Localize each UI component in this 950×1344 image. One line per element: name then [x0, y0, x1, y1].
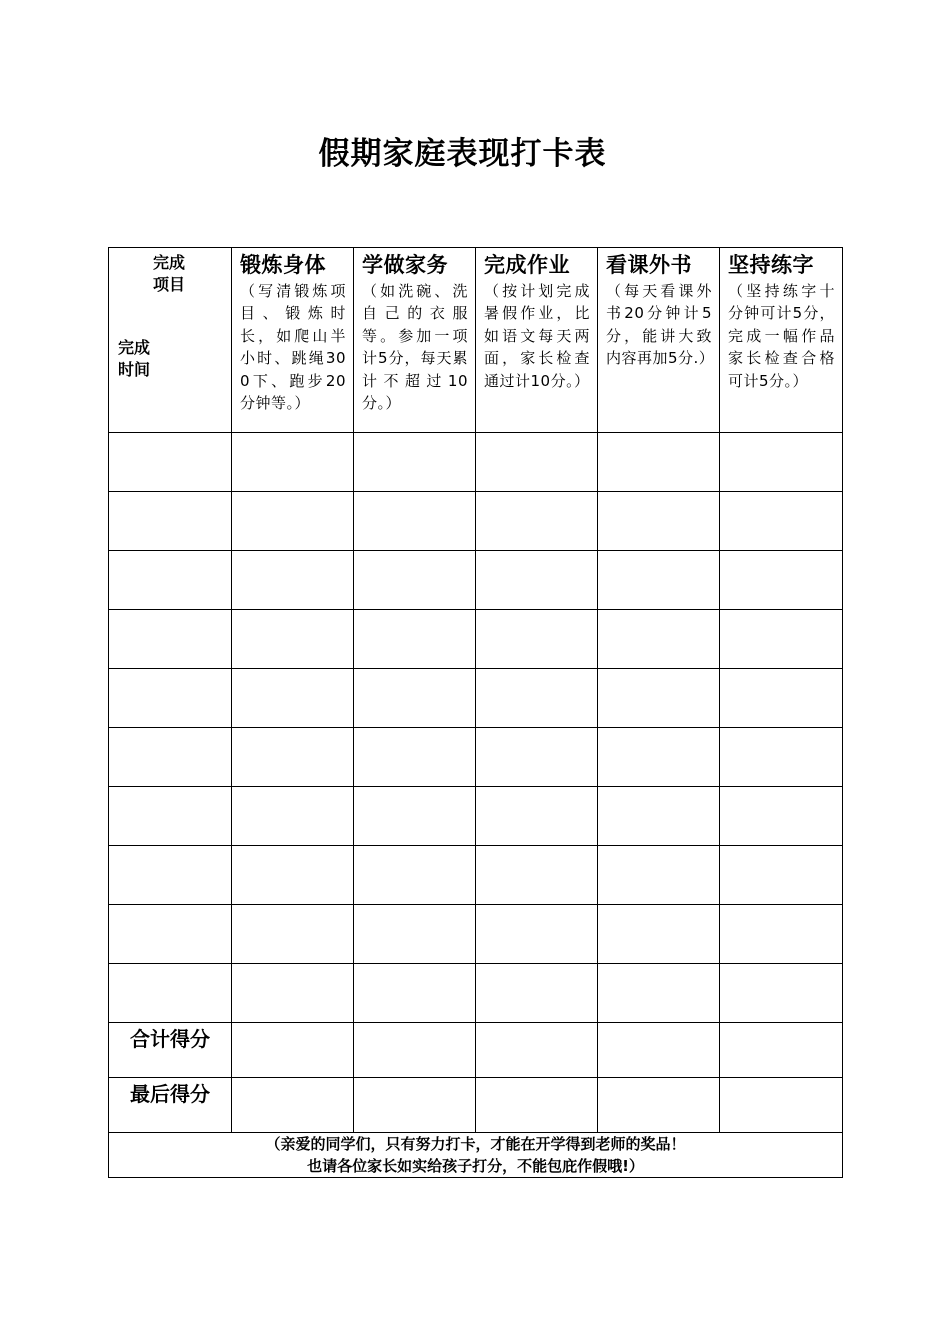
- table-row: [109, 610, 843, 669]
- entry-cell[interactable]: [232, 728, 354, 787]
- entry-cell[interactable]: [720, 669, 843, 728]
- entry-cell[interactable]: [354, 846, 476, 905]
- entry-cell[interactable]: [232, 905, 354, 964]
- entry-cell[interactable]: [476, 905, 598, 964]
- entry-cell[interactable]: [109, 610, 232, 669]
- entry-cell[interactable]: [109, 669, 232, 728]
- final-score-row: [109, 1078, 843, 1133]
- column-description: （如洗碗、洗自己的衣服等。参加一项计5分，每天累计不超过10分。）: [362, 282, 468, 413]
- entry-cell[interactable]: [720, 905, 843, 964]
- entry-cell[interactable]: [476, 846, 598, 905]
- column-header-housework: [354, 248, 476, 433]
- table-row: [109, 492, 843, 551]
- table-row: [109, 787, 843, 846]
- entry-cell[interactable]: [109, 964, 232, 1023]
- corner-bottom-line2: 时间: [118, 360, 151, 379]
- header-row: [109, 248, 843, 433]
- entry-cell[interactable]: [598, 964, 720, 1023]
- table-row: [109, 433, 843, 492]
- entry-cell[interactable]: [354, 610, 476, 669]
- entry-cell[interactable]: [476, 610, 598, 669]
- entry-cell[interactable]: [232, 669, 354, 728]
- table-row: [109, 728, 843, 787]
- entry-cell[interactable]: [598, 787, 720, 846]
- entry-cell[interactable]: [232, 964, 354, 1023]
- footer-line1: （亲爱的同学们，只有努力打卡，才能在开学得到老师的奖品！: [265, 1135, 686, 1153]
- entry-cell[interactable]: [354, 728, 476, 787]
- checkin-table: [108, 247, 843, 1178]
- entry-cell[interactable]: [720, 1078, 843, 1133]
- entry-cell[interactable]: [232, 846, 354, 905]
- entry-cell[interactable]: [232, 1023, 354, 1078]
- column-description: （每天看课外书20分钟计5分，能讲大致内容再加5分.）: [606, 282, 715, 368]
- entry-cell[interactable]: [232, 610, 354, 669]
- corner-time-label: [118, 337, 150, 381]
- entry-cell[interactable]: [354, 669, 476, 728]
- column-header-reading: [598, 248, 720, 433]
- entry-cell[interactable]: [720, 728, 843, 787]
- entry-cell[interactable]: [476, 964, 598, 1023]
- entry-cell[interactable]: [354, 787, 476, 846]
- total-score-label: 合计得分: [109, 1023, 232, 1078]
- corner-item-label: [153, 252, 185, 296]
- entry-cell[interactable]: [354, 433, 476, 492]
- entry-cell[interactable]: [598, 492, 720, 551]
- entry-cell[interactable]: [232, 433, 354, 492]
- final-score-label: 最后得分: [109, 1078, 232, 1133]
- page-title: 假期家庭表现打卡表: [318, 136, 607, 172]
- table-row: [109, 846, 843, 905]
- entry-cell[interactable]: [476, 1023, 598, 1078]
- entry-cell[interactable]: [354, 964, 476, 1023]
- column-header-exercise: [232, 248, 354, 433]
- entry-cell[interactable]: [354, 1023, 476, 1078]
- column-title: 完成作业: [484, 253, 570, 277]
- entry-cell[interactable]: [354, 492, 476, 551]
- entry-cell[interactable]: [598, 433, 720, 492]
- entry-cell[interactable]: [476, 669, 598, 728]
- corner-top-line2: 项目: [153, 275, 186, 294]
- corner-top-line1: 完成: [153, 253, 186, 272]
- total-score-row: [109, 1023, 843, 1078]
- entry-cell[interactable]: [720, 964, 843, 1023]
- entry-cell[interactable]: [598, 551, 720, 610]
- entry-cell[interactable]: [354, 905, 476, 964]
- entry-cell[interactable]: [109, 433, 232, 492]
- entry-cell[interactable]: [598, 669, 720, 728]
- footer-note: [109, 1133, 843, 1178]
- column-description: （坚持练字十分钟可计5分，完成一幅作品家长检查合格可计5分。）: [728, 282, 835, 390]
- entry-cell[interactable]: [720, 787, 843, 846]
- entry-cell[interactable]: [598, 1023, 720, 1078]
- entry-cell[interactable]: [232, 787, 354, 846]
- entry-cell[interactable]: [476, 728, 598, 787]
- entry-cell[interactable]: [476, 492, 598, 551]
- entry-cell[interactable]: [720, 1023, 843, 1078]
- entry-cell[interactable]: [232, 492, 354, 551]
- column-description: （按计划完成暑假作业，比如语文每天两面，家长检查通过计10分。）: [484, 282, 590, 390]
- footer-line2: 也请各位家长如实给孩子打分，不能包庇作假哦!）: [307, 1157, 644, 1175]
- entry-cell[interactable]: [720, 492, 843, 551]
- entry-cell[interactable]: [476, 433, 598, 492]
- entry-cell[interactable]: [232, 551, 354, 610]
- entry-cell[interactable]: [109, 551, 232, 610]
- entry-cell[interactable]: [109, 492, 232, 551]
- column-title: 看课外书: [606, 253, 692, 277]
- table-row: [109, 964, 843, 1023]
- column-title: 学做家务: [362, 253, 448, 277]
- table-row: [109, 905, 843, 964]
- entry-cell[interactable]: [720, 433, 843, 492]
- entry-cell[interactable]: [476, 1078, 598, 1133]
- entry-cell[interactable]: [598, 846, 720, 905]
- entry-cell[interactable]: [354, 1078, 476, 1133]
- entry-cell[interactable]: [354, 551, 476, 610]
- entry-cell[interactable]: [598, 1078, 720, 1133]
- entry-cell[interactable]: [476, 787, 598, 846]
- footer-row: [109, 1133, 843, 1178]
- table-row: [109, 551, 843, 610]
- entry-cell[interactable]: [720, 610, 843, 669]
- corner-cell: [109, 248, 232, 433]
- corner-bottom-line1: 完成: [118, 338, 151, 357]
- entry-cell[interactable]: [232, 1078, 354, 1133]
- entry-cell[interactable]: [109, 905, 232, 964]
- column-header-homework: [476, 248, 598, 433]
- entry-cell[interactable]: [598, 728, 720, 787]
- entry-cell[interactable]: [476, 551, 598, 610]
- column-description: （写清锻炼项目、锻炼时长，如爬山半小时、跳绳300下、跑步20分钟等。）: [240, 282, 346, 413]
- entry-cell[interactable]: [720, 846, 843, 905]
- entry-cell[interactable]: [109, 787, 232, 846]
- entry-cell[interactable]: [109, 728, 232, 787]
- entry-cell[interactable]: [109, 846, 232, 905]
- table-row: [109, 669, 843, 728]
- column-title: 坚持练字: [728, 253, 814, 277]
- column-title: 锻炼身体: [240, 253, 326, 277]
- column-header-calligraphy: [720, 248, 843, 433]
- entry-cell[interactable]: [598, 905, 720, 964]
- entry-cell[interactable]: [598, 610, 720, 669]
- entry-cell[interactable]: [720, 551, 843, 610]
